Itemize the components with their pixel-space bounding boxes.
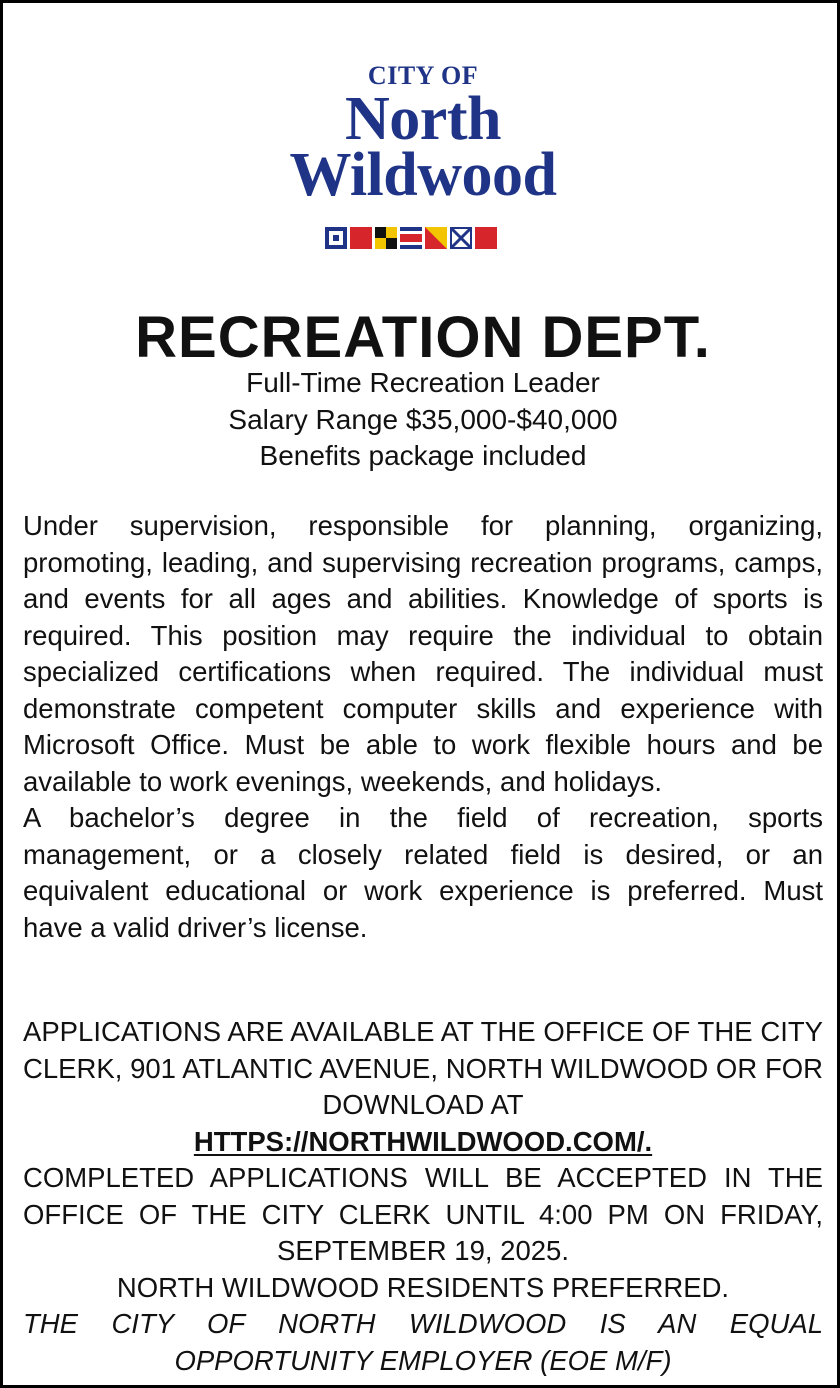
city-logo bbox=[3, 61, 840, 209]
flag-6-icon bbox=[450, 227, 472, 249]
application-info bbox=[23, 1014, 823, 1379]
description-paragraph-2: A bachelor’s degree in the field of recreation, sports management, or a closely related field is desired, or an equivalent educational or work experience is preferred. Must have a valid driver’s license. bbox=[23, 802, 823, 943]
logo-name-north: North bbox=[345, 85, 501, 153]
nautical-flags-icon bbox=[325, 227, 521, 249]
position-title: Full-Time Recreation Leader bbox=[246, 367, 600, 398]
flag-2-icon bbox=[350, 227, 372, 249]
residents-preferred: NORTH WILDWOOD RESIDENTS PREFERRED. bbox=[116, 1271, 730, 1303]
flag-5-icon bbox=[425, 227, 447, 249]
logo-city-of: CITY OF bbox=[367, 61, 479, 90]
download-link[interactable]: HTTPS://NORTHWILDWOOD.COM/. bbox=[193, 1125, 653, 1157]
job-description bbox=[23, 508, 823, 946]
benefits-note: Benefits package included bbox=[259, 440, 587, 471]
description-paragraph-1: Under supervision, responsible for planning, organizing, promoting, leading, and supervising recreation programs, camps, and events for all ages and abilities. Knowledge of sports is required. This position may require the individual to obtain specialized certifications when required. The individual must demonstrate competent computer skills and experience with Microsoft Office. Must be able to work flexible hours and be available to work evenings, weekends, and holidays. bbox=[23, 510, 823, 797]
department-headline: RECREATION DEPT. bbox=[135, 305, 711, 370]
logo-name-wildwood: Wildwood bbox=[289, 141, 557, 209]
position-summary bbox=[3, 365, 840, 475]
flag-1-icon bbox=[325, 227, 347, 249]
flag-7-icon bbox=[475, 227, 497, 249]
equal-opportunity-statement: THE CITY OF NORTH WILDWOOD IS AN EQUAL OPPORTUNITY EMPLOYER (EOE M/F) bbox=[23, 1308, 823, 1376]
flag-4-icon bbox=[400, 227, 422, 249]
salary-range: Salary Range $35,000-$40,000 bbox=[228, 403, 618, 435]
application-availability: APPLICATIONS ARE AVAILABLE AT THE OFFICE OF THE CITY CLERK, 901 ATLANTIC AVENUE, NORTH WILDWOOD OR FOR DOWNLOAD AT bbox=[23, 1016, 823, 1120]
application-deadline: COMPLETED APPLICATIONS WILL BE ACCEPTED IN THE OFFICE OF THE CITY CLERK UNTIL 4:00 PM ON FRIDAY, SEPTEMBER 19, 2025. bbox=[23, 1162, 823, 1266]
flag-3-icon bbox=[375, 227, 397, 249]
